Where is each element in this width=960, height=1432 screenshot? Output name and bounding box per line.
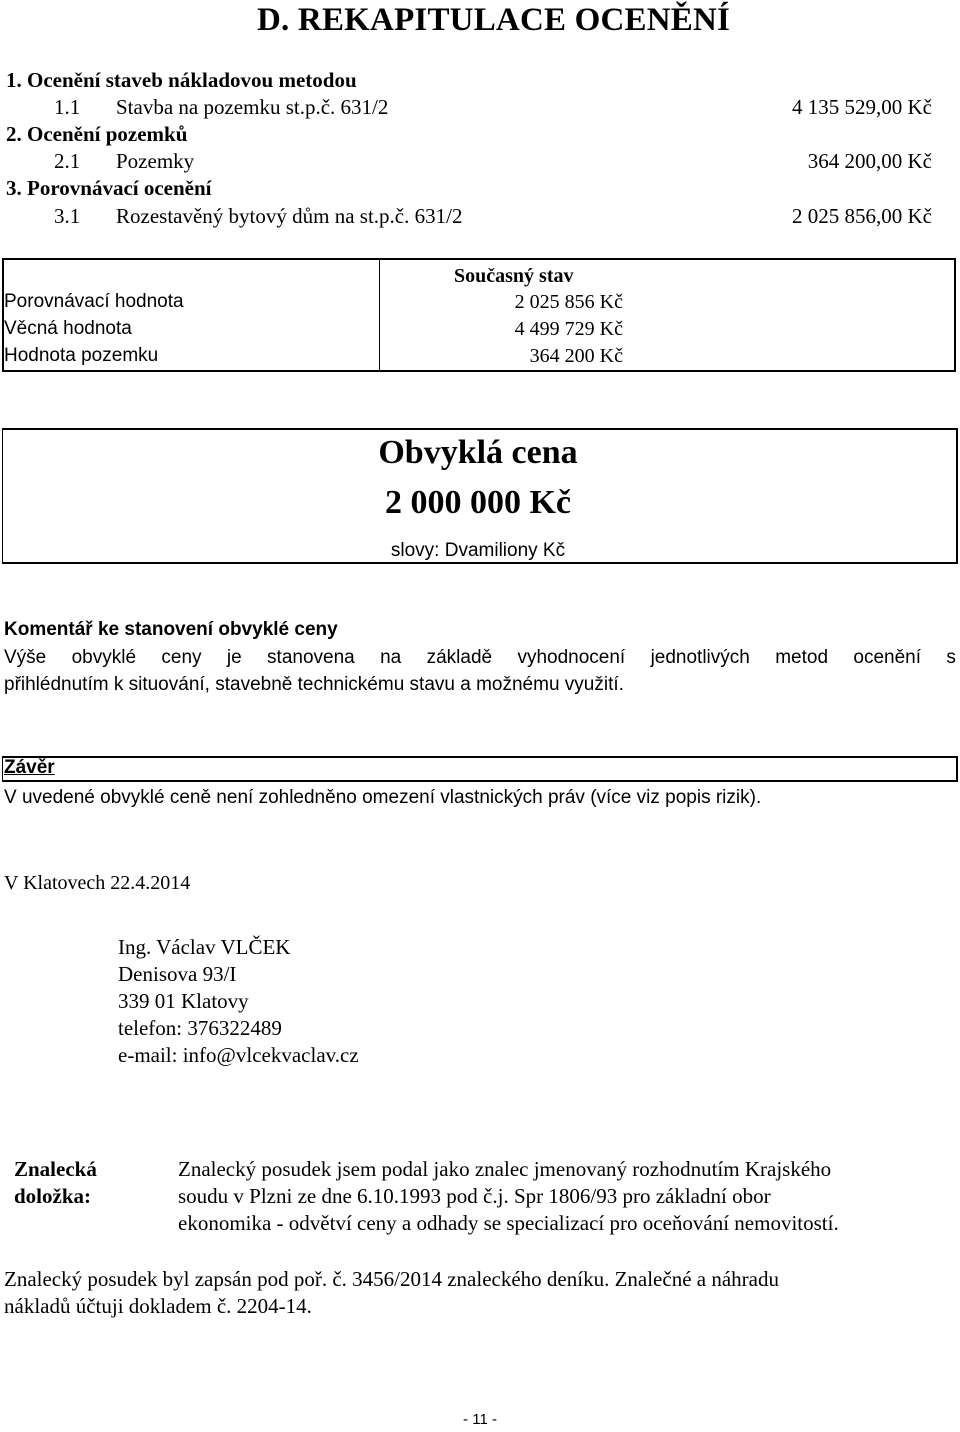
- item-label: Stavba na pozemku st.p.č. 631/2: [116, 95, 389, 119]
- expert-clause-heading: doložka:: [14, 1184, 92, 1208]
- comment-heading: Komentář ke stanovení obvyklé ceny: [4, 619, 338, 640]
- conclusion-text: V uvedené obvyklé ceně není zohledněno omezení vlastnických práv (více viz popis rizik).: [4, 787, 762, 808]
- comparison-row-label: Hodnota pozemku: [4, 345, 159, 366]
- signature-street: Denisova 93/I: [118, 962, 237, 986]
- signature-city: 339 01 Klatovy: [118, 989, 249, 1013]
- item-number: 3.1: [54, 204, 81, 228]
- page-number: - 11 -: [463, 1411, 497, 1428]
- item-number: 1.1: [54, 95, 81, 119]
- item-label: Pozemky: [116, 149, 195, 173]
- usual-price-in-words: slovy: Dvamiliony Kč: [390, 540, 566, 561]
- item-value: 364 200,00 Kč: [807, 149, 932, 173]
- usual-price-amount: 2 000 000 Kč: [384, 484, 572, 521]
- item-number: 2.1: [54, 149, 81, 173]
- comparison-row-value: 2 025 856 Kč: [514, 291, 623, 313]
- expert-clause-heading: Znalecká: [14, 1157, 97, 1181]
- item-value: 4 135 529,00 Kč: [792, 95, 932, 119]
- comparison-column-header: Současný stav: [454, 265, 574, 287]
- section-heading-comparative: 3. Porovnávací ocenění: [6, 176, 212, 200]
- signature-phone: telefon: 376322489: [118, 1016, 282, 1040]
- expert-clause-line: Znalecký posudek jsem podal jako znalec jmenovaný rozhodnutím Krajského: [178, 1157, 832, 1181]
- comment-line: Výše obvyklé ceny je stanovena na základě vyhodnocení jednotlivých metod ocenění s: [4, 647, 956, 668]
- place-and-date: V Klatovech 22.4.2014: [4, 872, 191, 894]
- signature-email: e-mail: info@vlcekvaclav.cz: [118, 1043, 359, 1067]
- comparison-row-value: 364 200 Kč: [529, 345, 623, 367]
- conclusion-heading: Závěr: [4, 757, 55, 778]
- section-heading-land: 2. Ocenění pozemků: [6, 122, 188, 146]
- item-value: 2 025 856,00 Kč: [792, 204, 932, 228]
- item-label: Rozestavěný bytový dům na st.p.č. 631/2: [116, 204, 463, 228]
- comparison-row-label: Věcná hodnota: [4, 318, 132, 339]
- table-divider: [379, 260, 380, 370]
- signature-name: Ing. Václav VLČEK: [118, 935, 291, 959]
- registration-line: Znalecký posudek byl zapsán pod poř. č. 3456/2014 znaleckého deníku. Znalečné a náhradu: [4, 1267, 779, 1291]
- expert-clause-line: ekonomika - odvětví ceny a odhady se specializací pro oceňování nemovitostí.: [178, 1211, 839, 1235]
- comparison-row-label: Porovnávací hodnota: [4, 291, 184, 312]
- registration-line: nákladů účtuji dokladem č. 2204-14.: [4, 1294, 312, 1318]
- section-heading-cost-method: 1. Ocenění staveb nákladovou metodou: [6, 68, 357, 92]
- expert-clause-line: soudu v Plzni ze dne 6.10.1993 pod č.j. Spr 1806/93 pro základní obor: [178, 1184, 771, 1208]
- page-title: D. REKAPITULACE OCENĚNÍ: [257, 2, 731, 38]
- conclusion-heading-box: [2, 756, 958, 782]
- comparison-row-value: 4 499 729 Kč: [514, 318, 623, 340]
- usual-price-title: Obvyklá cena: [378, 434, 578, 471]
- comment-line: přihlédnutím k situování, stavebně technickému stavu a možnému využití.: [4, 674, 624, 695]
